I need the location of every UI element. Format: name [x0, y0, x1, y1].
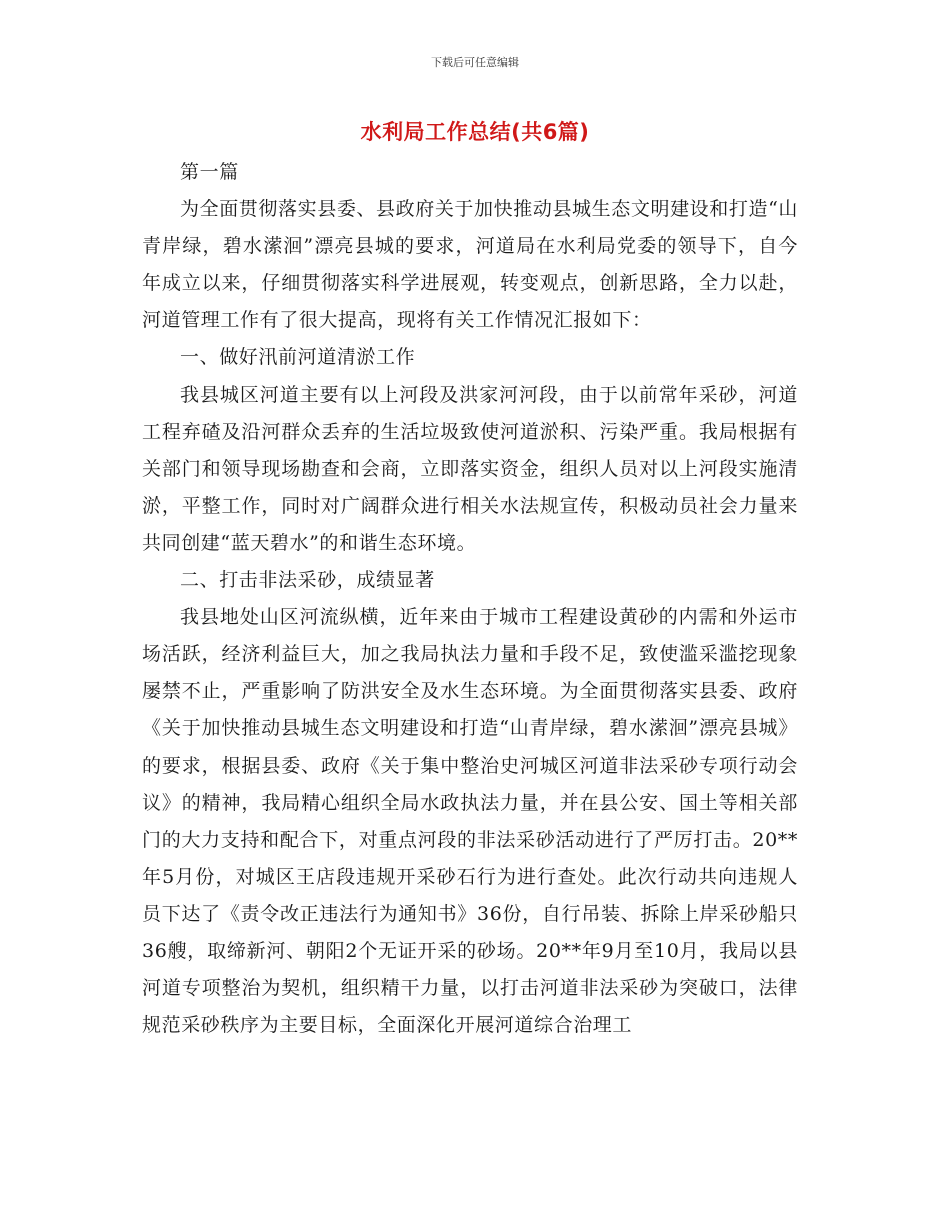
document-title: 水利局工作总结(共6篇) — [360, 120, 590, 144]
section-heading-illegal-sand-mining: 二、打击非法采砂，成绩显著 — [180, 569, 435, 592]
intro-paragraph: 为全面贯彻落实县委、县政府关于加快推动县城生态文明建设和打造“山青岸绿，碧水潆洄”漂亮县城的要求，河道局在水利局党委的领导下，自今年成立以来，仔细贯彻落实科学进展观，转变观点，创新思路，全力以赴，河道管理工作有了很大提高，现将有关工作情况汇报如下： — [142, 198, 798, 332]
dredging-paragraph: 我县城区河道主要有以上河段及洪家河河段，由于以前常年采砂，河道工程弃碴及沿河群众丢弃的生活垃圾致使河道淤积、污染严重。我局根据有关部门和领导现场勘查和会商，立即落实资金，组织人员对以上河段实施清淤，平整工作，同时对广阔群众进行相关水法规宣传，积极动员社会力量来共同创建“蓝天碧水”的和谐生态环境。 — [142, 383, 798, 554]
section-heading-part-one: 第一篇 — [180, 161, 239, 183]
section-heading-dredging: 一、做好汛前河道清淤工作 — [180, 346, 416, 369]
document-body — [142, 154, 798, 1044]
sand-mining-paragraph: 我县地处山区河流纵横，近年来由于城市工程建设黄砂的内需和外运市场活跃，经济利益巨大，加之我局执法力量和手段不足，致使滥采滥挖现象屡禁不止，严重影响了防洪安全及水生态环境。为全面贯彻落实县委、政府《关于加快推动县城生态文明建设和打造“山青岸绿，碧水潆洄”漂亮县城》的要求，根据县委、政府《关于集中整治史河城区河道非法采砂专项行动会议》的精神，我局精心组织全局水政执法力量，并在县公安、国土等相关部门的大力支持和配合下，对重点河段的非法采砂活动进行了严厉打击。20**年5月份，对城区王店段违规开采砂石行为进行查处。此次行动共向违规人员下达了《责令改正违法行为通知书》36份，自行吊装、拆除上岸采砂船只36艘，取缔新河、朝阳2个无证开采的砂场。20**年9月至10月，我局以县河道专项整治为契机，组织精干力量，以打击河道非法采砂为突破口，法律规范采砂秩序为主要目标，全面深化开展河道综合治理工 — [142, 606, 798, 1037]
header-note: 下载后可任意编辑 — [431, 56, 519, 69]
